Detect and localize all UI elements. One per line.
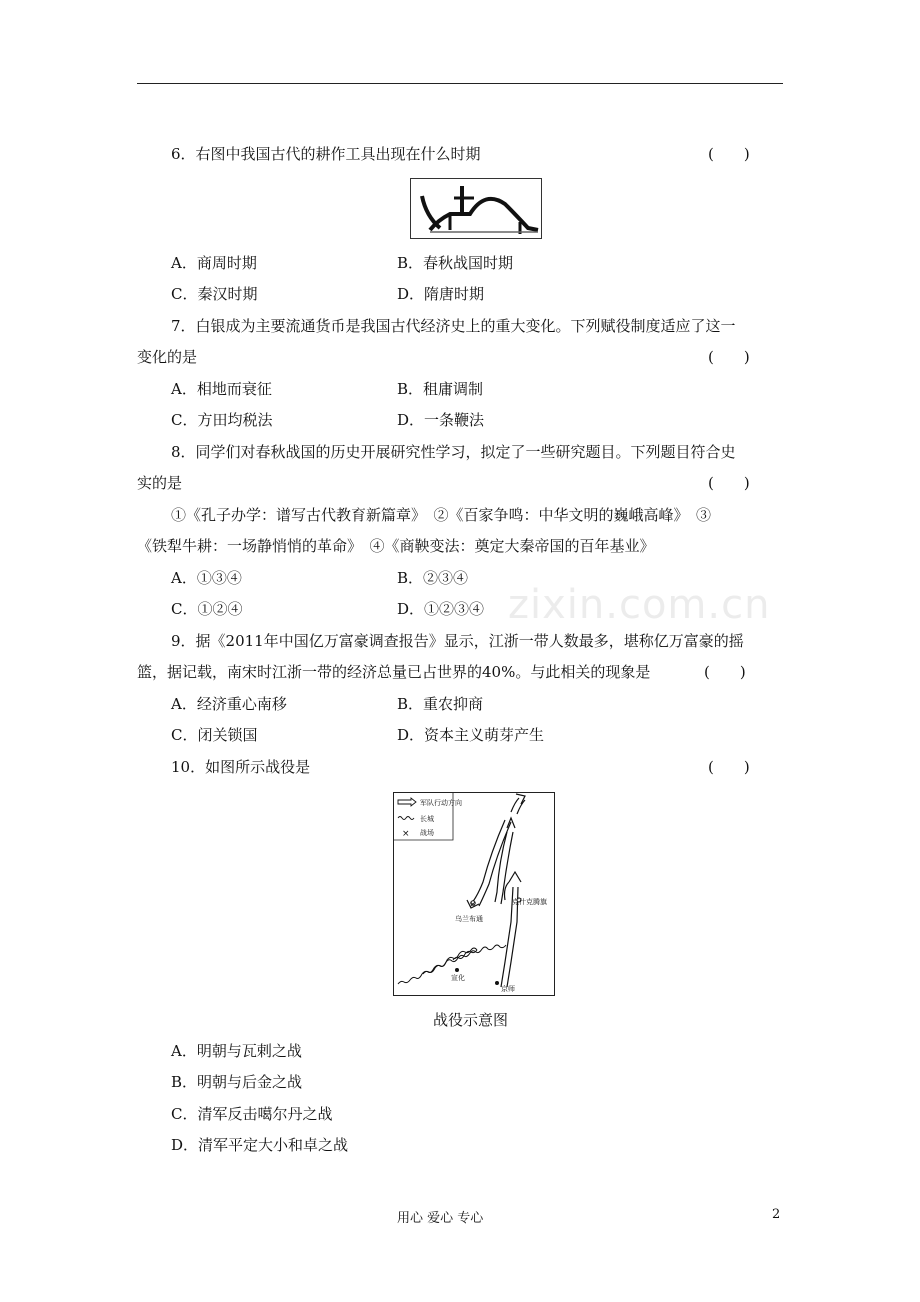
legend-march-direction: 军队行动方向 xyxy=(420,799,462,807)
q10-option-c: C．清军反击噶尔丹之战 xyxy=(171,1105,333,1123)
q9-option-d: D．资本主义萌芽产生 xyxy=(397,726,545,744)
legend-battle-mark-icon: × xyxy=(402,829,410,839)
plow-image xyxy=(410,178,542,243)
map-caption: 战役示意图 xyxy=(433,1011,509,1029)
q6-option-b: B．春秋战国时期 xyxy=(397,254,514,272)
q8-stem-line2: 实的是 xyxy=(137,474,183,492)
q9-option-a: A．经济重心南移 xyxy=(171,695,287,713)
place-hexigten: 克什克腾旗 xyxy=(512,898,547,906)
q10-option-d: D．清军平定大小和卓之战 xyxy=(171,1136,349,1154)
q8-topics-line1: ①《孔子办学：谱写古代教育新篇章》 ②《百家争鸣：中华文明的巍峨高峰》 ③ xyxy=(171,506,712,524)
q9-answer-paren: ( ) xyxy=(704,663,746,681)
place-xuanhua: 宣化 xyxy=(451,974,465,982)
q9-stem-line1: 9．据《2011年中国亿万富豪调查报告》显示，江浙一带人数最多，堪称亿万富豪的摇 xyxy=(171,632,744,650)
q6-answer-paren: ( ) xyxy=(708,145,750,163)
q7-option-b: B．租庸调制 xyxy=(397,380,484,398)
q7-option-d: D．一条鞭法 xyxy=(397,411,485,429)
q7-stem-line2: 变化的是 xyxy=(137,348,198,366)
q8-stem-line1: 8．同学们对春秋战国的历史开展研究性学习，拟定了一些研究题目。下列题目符合史 xyxy=(171,443,736,461)
q8-option-a: A．①③④ xyxy=(171,569,242,587)
q10-option-a: A．明朝与瓦剌之战 xyxy=(171,1042,302,1060)
q9-stem-line2: 篮，据记载，南宋时江浙一带的经济总量已占世界的40%。与此相关的现象是 xyxy=(137,663,651,681)
q6-stem: 6．右图中我国古代的耕作工具出现在什么时期 xyxy=(171,145,481,163)
header-rule xyxy=(137,83,783,84)
q8-answer-paren: ( ) xyxy=(708,474,750,492)
place-jingshi: 京师 xyxy=(501,985,515,993)
q7-option-a: A．相地而衰征 xyxy=(171,380,272,398)
q9-option-c: C．闭关锁国 xyxy=(171,726,258,744)
q10-option-b: B．明朝与后金之战 xyxy=(171,1073,303,1091)
q10-answer-paren: ( ) xyxy=(708,758,750,776)
legend-great-wall: 长城 xyxy=(420,815,434,823)
q8-topics-line2: 《铁犁牛耕：一场静悄悄的革命》 ④《商鞅变法：奠定大秦帝国的百年基业》 xyxy=(137,537,655,555)
q6-option-d: D．隋唐时期 xyxy=(397,285,485,303)
q10-stem: 10．如图所示战役是 xyxy=(171,758,311,776)
q6-option-a: A．商周时期 xyxy=(171,254,257,272)
q8-option-d: D．①②③④ xyxy=(397,600,485,618)
q6-option-c: C．秦汉时期 xyxy=(171,285,258,303)
q8-option-c: C．①②④ xyxy=(171,600,243,618)
battle-map xyxy=(393,792,555,1000)
q7-answer-paren: ( ) xyxy=(708,348,750,366)
place-ulan-butong: 乌兰布通 xyxy=(455,915,483,923)
q9-option-b: B．重农抑商 xyxy=(397,695,484,713)
q8-option-b: B．②③④ xyxy=(397,569,469,587)
page-number: 2 xyxy=(772,1207,781,1222)
q7-option-c: C．方田均税法 xyxy=(171,411,273,429)
watermark: zixin.com.cn xyxy=(508,582,771,628)
q7-stem-line1: 7．白银成为主要流通货币是我国古代经济史上的重大变化。下列赋役制度适应了这一 xyxy=(171,317,736,335)
battle-mark-icon: × xyxy=(469,900,477,910)
footer-motto: 用心 爱心 专心 xyxy=(397,1211,484,1226)
legend-battlefield: 战场 xyxy=(420,829,434,837)
